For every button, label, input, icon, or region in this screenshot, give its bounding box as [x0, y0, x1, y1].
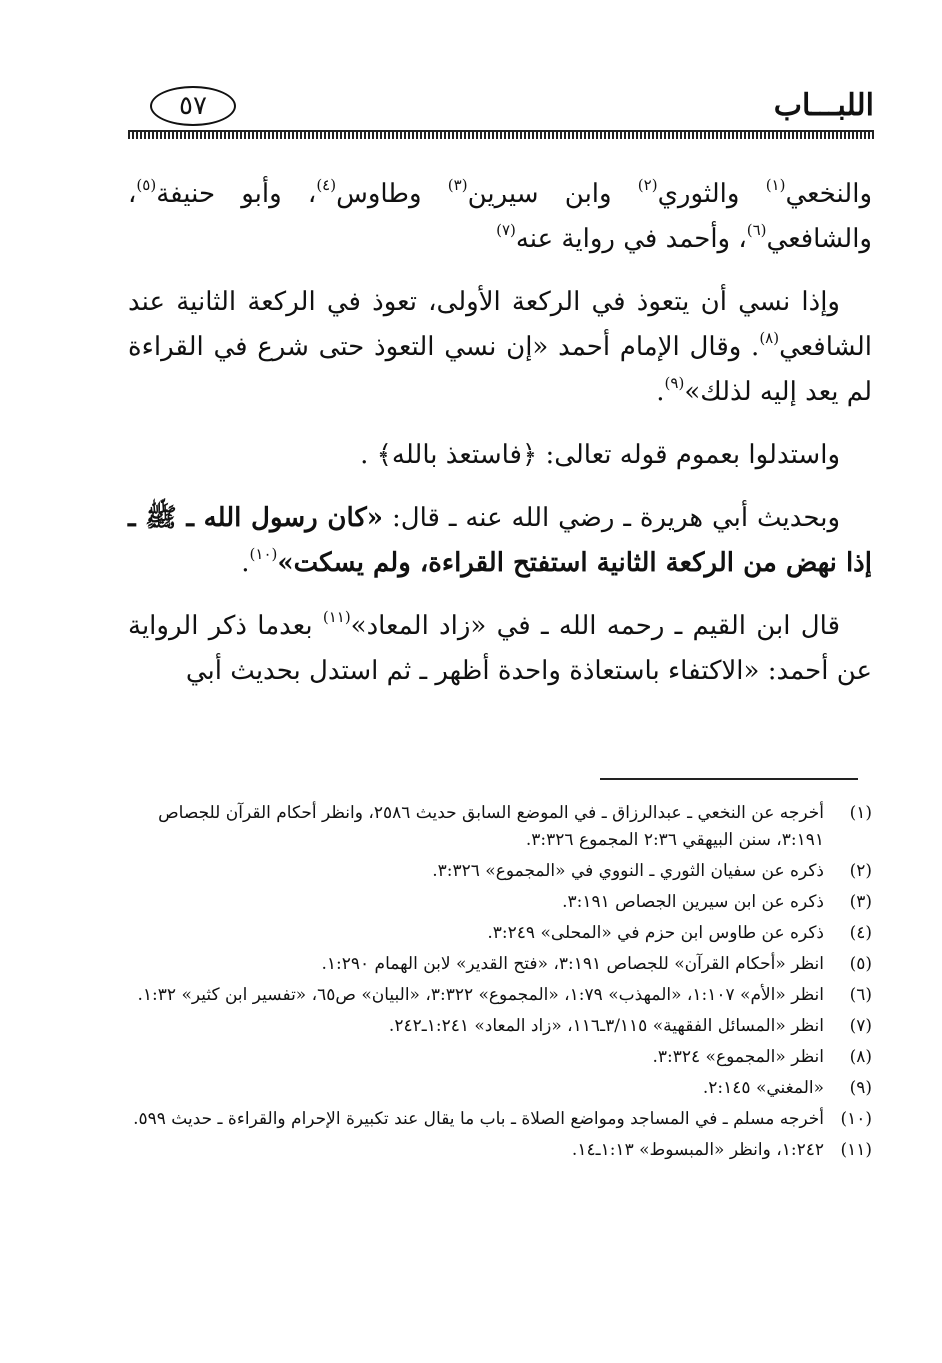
- footnote-divider: [600, 778, 858, 780]
- footnote-number: (٣): [849, 892, 872, 912]
- footnote-number: (٩): [849, 1078, 872, 1098]
- footnote-text: انظر «المسائل الفقهية» ٣/١١٥ـ١١٦، «زاد المعاد» ١:٢٤١ـ٢٤٢.: [388, 1016, 824, 1036]
- footnote: [128, 889, 872, 916]
- text-run: ، وأحمد في رواية عنه: [515, 224, 747, 254]
- text-run: والنخعي: [785, 179, 873, 209]
- footnote-ref: (٣): [447, 176, 468, 194]
- paragraph-4: [128, 496, 872, 586]
- footnote-ref: (١): [765, 176, 786, 194]
- footnote-number: (٧): [849, 1016, 872, 1036]
- page-number-text: ٥٧: [179, 91, 207, 121]
- footnote-ref: (٨): [759, 329, 780, 347]
- footnote-number: (١٠): [840, 1109, 872, 1129]
- footnote: [128, 1013, 872, 1040]
- paragraph-2: [128, 280, 872, 415]
- footnote-text: ذكره عن ابن سيرين الجصاص ٣:١٩١.: [562, 892, 824, 912]
- footnote-number: (١): [849, 803, 872, 823]
- text-run: قال ابن القيم ـ رحمه الله ـ في «زاد المعاد»: [350, 611, 840, 641]
- footnote-number: (٢): [849, 861, 872, 881]
- footnote-number: (١١): [840, 1140, 872, 1160]
- footnote: [128, 1075, 872, 1102]
- footnote-text: ذكره عن سفيان الثوري ـ النووي في «المجموع» ٣:٣٢٦.: [432, 861, 824, 881]
- footnote-ref: (٧): [496, 221, 516, 239]
- text-run: وابن سيرين: [467, 179, 638, 209]
- footnote: [128, 800, 872, 854]
- text-run: .: [656, 377, 665, 407]
- footnote: [128, 982, 872, 1009]
- paragraph-5: [128, 604, 872, 694]
- footnote-number: (٨): [849, 1047, 872, 1067]
- footnote-text: «المغني» ٢:١٤٥.: [702, 1078, 824, 1098]
- footnote: [128, 1106, 872, 1133]
- footnote-text: أخرجه عن النخعي ـ عبدالرزاق ـ في الموضع السابق حديث ٢٥٨٦، وانظر أحكام القرآن للجصاص ٣:١٩١، سنن البيهقي ٢:٣٦ المجموع ٣:٣٢٦.: [158, 803, 824, 850]
- footnote: [128, 920, 872, 947]
- footnotes: [128, 800, 872, 1168]
- paragraph-1: [128, 172, 872, 262]
- footnote-text: انظر «المجموع» ٣:٣٢٤.: [652, 1047, 824, 1067]
- footnote: [128, 951, 872, 978]
- text-run: ، والشافعي: [128, 179, 872, 254]
- footnote-ref: (٦): [746, 221, 767, 239]
- footnote-number: (٥): [849, 954, 872, 974]
- header-divider: [128, 130, 874, 139]
- footnote-ref: (٢): [637, 176, 658, 194]
- footnote-number: (٤): [849, 923, 872, 943]
- running-title: اللبـــاب: [773, 88, 874, 123]
- page-header: [128, 80, 874, 130]
- text-run: بعدما ذكر الرواية عن أحمد: «الاكتفاء باستعاذة واحدة أظهر ـ ثم استدل بحديث أبي: [128, 611, 872, 686]
- paragraph-3: [128, 433, 872, 478]
- main-text: [128, 172, 872, 712]
- text-run: . وقال الإمام أحمد «إن نسي التعوذ حتى شرع في القراءة لم يعد إليه لذلك»: [128, 332, 872, 407]
- footnote: [128, 858, 872, 885]
- text-run: وبحديث أبي هريرة ـ رضي الله عنه ـ قال:: [383, 503, 840, 533]
- footnote-text: انظر «أحكام القرآن» للجصاص ٣:١٩١، «فتح القدير» لابن الهمام ١:٢٩٠.: [321, 954, 824, 974]
- footnote-text: ١:٢٤٢، وانظر «المبسوط» ١:١٣ـ١٤.: [571, 1140, 824, 1160]
- text-run: .: [241, 548, 250, 578]
- footnote-ref: (١١): [322, 608, 351, 626]
- footnote: [128, 1137, 872, 1164]
- footnote-text: أخرجه مسلم ـ في المساجد ومواضع الصلاة ـ باب ما يقال عند تكبيرة الإحرام والقراءة ـ حديث ٥٩٩.: [133, 1109, 824, 1129]
- footnote-ref: (٥): [136, 176, 157, 194]
- footnote-ref: (٤): [316, 176, 337, 194]
- footnote-text: انظر «الأم» ١:١٠٧، «المهذب» ١:٧٩، «المجموع» ٣:٣٢٢، «البيان» ص٦٥، «تفسير ابن كثير» ١:٣٢.: [137, 985, 824, 1005]
- hadith-quote: «كان رسول الله ـ ﷺ ـ إذا نهض من الركعة الثانية استفتح القراءة، ولم يسكت»: [128, 503, 872, 578]
- footnote-number: (٦): [849, 985, 872, 1005]
- footnote-ref: (٩): [664, 374, 685, 392]
- text-run: وإذا نسي أن يتعوذ في الركعة الأولى، تعوذ في الركعة الثانية عند الشافعي: [128, 287, 872, 362]
- footnote-text: ذكره عن طاوس ابن حزم في «المحلى» ٣:٢٤٩.: [487, 923, 824, 943]
- page-number: [150, 86, 236, 126]
- text-run: وطاوس: [336, 179, 448, 209]
- footnote-ref: (١٠): [249, 545, 278, 563]
- text-run: ، وأبو حنيفة: [156, 179, 317, 209]
- text-run: والثوري: [657, 179, 766, 209]
- text-run: واستدلوا بعموم قوله تعالى: ﴿فاستعذ بالله﴾ .: [360, 440, 840, 470]
- footnote: [128, 1044, 872, 1071]
